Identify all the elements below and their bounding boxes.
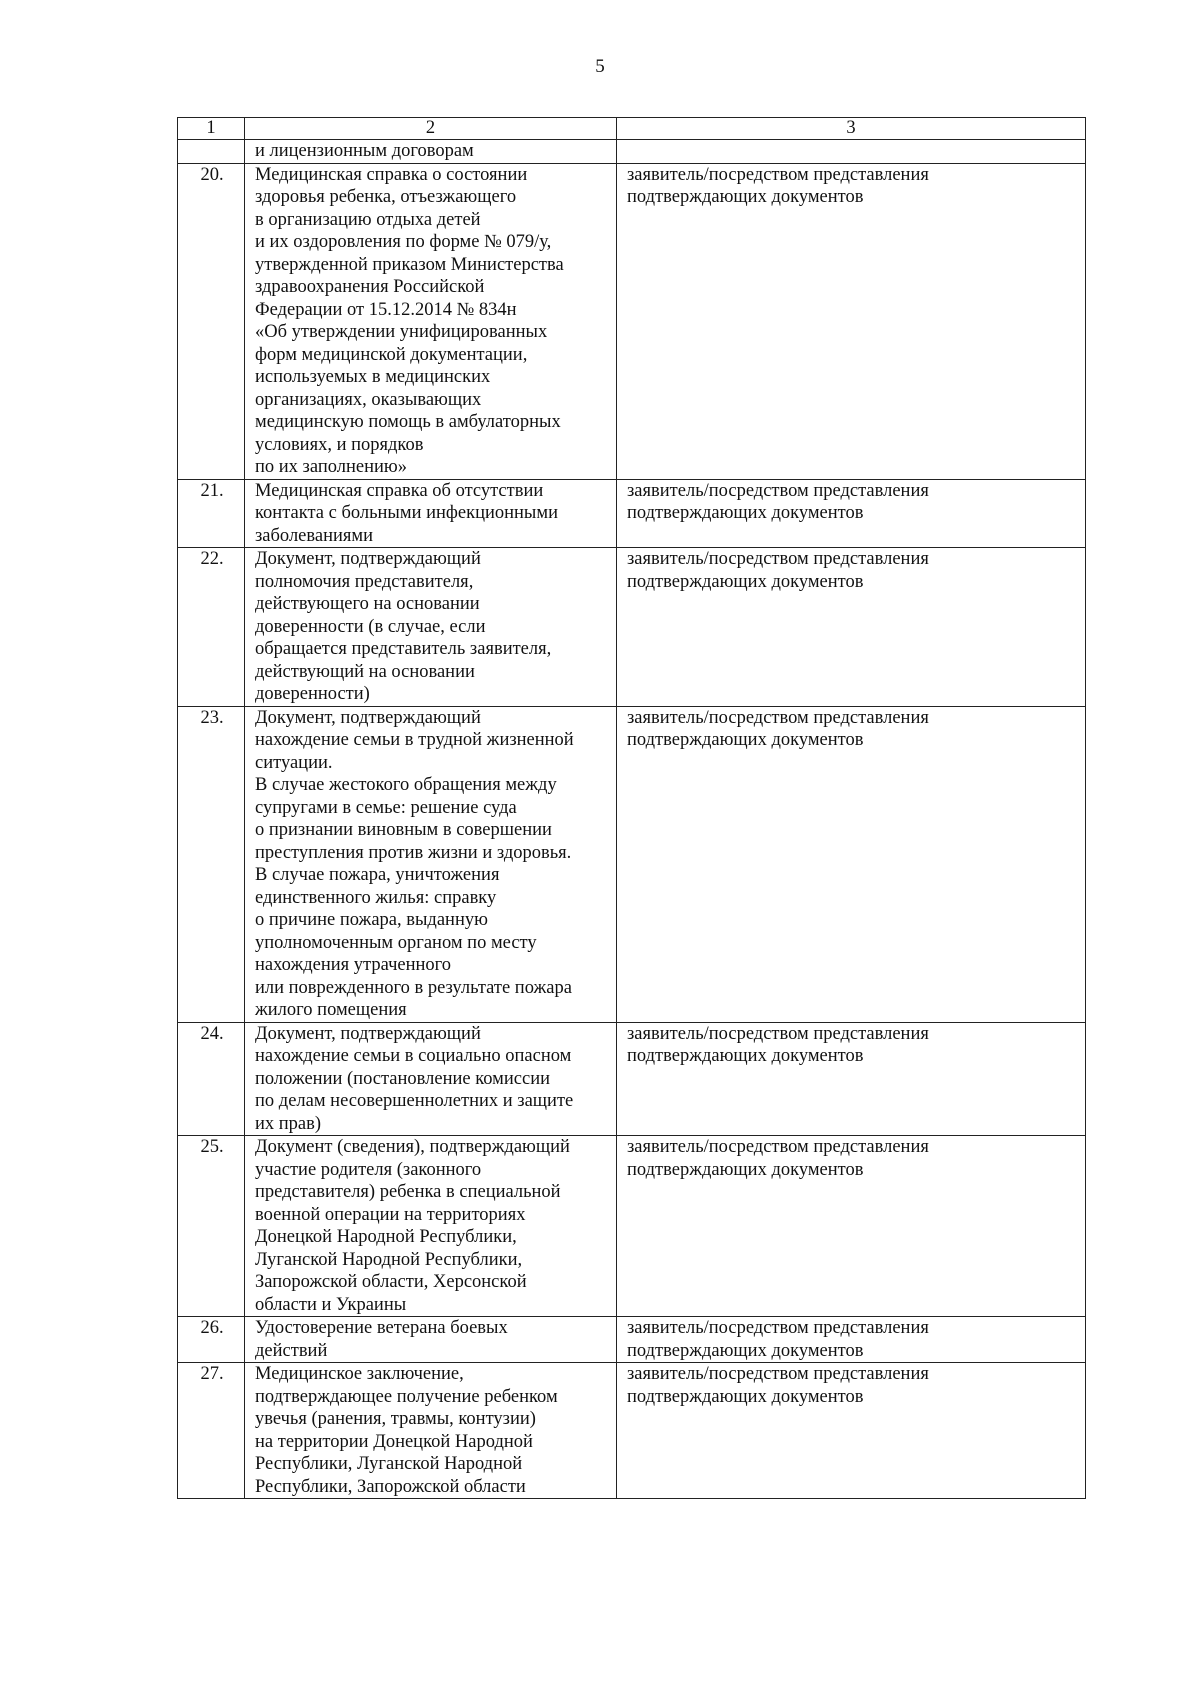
document-description: Документ, подтверждающий нахождение семьи в социально опасном положении (постановление комиссии по делам несовершеннолетних и защите их прав)	[245, 1022, 617, 1136]
row-number	[178, 140, 245, 164]
row-number: 26.	[178, 1317, 245, 1363]
document-source: заявитель/посредством представления подтверждающих документов	[617, 1317, 1086, 1363]
document-description: Документ (сведения), подтверждающий участие родителя (законного представителя) ребенка в специальной военной операции на территориях Донецкой Народной Республики, Луганской Народной Республики, Запорожской области, Херсонской области и Украины	[245, 1136, 617, 1317]
table-row-continuation	[178, 140, 1086, 164]
documents-table	[177, 117, 1086, 1499]
table-row	[178, 479, 1086, 548]
row-number: 22.	[178, 548, 245, 707]
document-source: заявитель/посредством представления подтверждающих документов	[617, 479, 1086, 548]
table-row	[178, 1317, 1086, 1363]
document-description: и лицензионным договорам	[245, 140, 617, 164]
document-source	[617, 140, 1086, 164]
row-number: 20.	[178, 163, 245, 479]
table-row	[178, 1136, 1086, 1317]
column-header-1: 1	[178, 118, 245, 140]
page-number: 5	[595, 56, 605, 77]
table-row	[178, 163, 1086, 479]
document-source: заявитель/посредством представления подтверждающих документов	[617, 1363, 1086, 1499]
column-header-3: 3	[617, 118, 1086, 140]
document-description: Медицинская справка о состоянии здоровья ребенка, отъезжающего в организацию отдыха детей и их оздоровления по форме № 079/у, утвержденной приказом Министерства здравоохранения Российской Федерации от 15.12.2014 № 834н «Об утверждении унифицированных форм медицинской документации, используемых в медицинских организациях, оказывающих медицинскую помощь в амбулаторных условиях, и порядков по их заполнению»	[245, 163, 617, 479]
column-header-2: 2	[245, 118, 617, 140]
row-number: 25.	[178, 1136, 245, 1317]
table-row	[178, 1363, 1086, 1499]
document-description: Медицинская справка об отсутствии контакта с больными инфекционными заболеваниями	[245, 479, 617, 548]
document-description: Документ, подтверждающий полномочия представителя, действующего на основании доверенности (в случае, если обращается представитель заявителя, действующий на основании доверенности)	[245, 548, 617, 707]
document-description: Медицинское заключение, подтверждающее получение ребенком увечья (ранения, травмы, контузии) на территории Донецкой Народной Республики, Луганской Народной Республики, Запорожской области	[245, 1363, 617, 1499]
document-source: заявитель/посредством представления подтверждающих документов	[617, 548, 1086, 707]
document-source: заявитель/посредством представления подтверждающих документов	[617, 1136, 1086, 1317]
document-source: заявитель/посредством представления подтверждающих документов	[617, 163, 1086, 479]
table-row	[178, 1022, 1086, 1136]
row-number: 23.	[178, 706, 245, 1022]
row-number: 27.	[178, 1363, 245, 1499]
document-description: Удостоверение ветерана боевых действий	[245, 1317, 617, 1363]
document-description: Документ, подтверждающий нахождение семьи в трудной жизненной ситуации. В случае жестокого обращения между супругами в семье: решение суда о признании виновным в совершении преступления против жизни и здоровья. В случае пожара, уничтожения единственного жилья: справку о причине пожара, выданную уполномоченным органом по месту нахождения утраченного или поврежденного в результате пожара жилого помещения	[245, 706, 617, 1022]
row-number: 24.	[178, 1022, 245, 1136]
table-row	[178, 706, 1086, 1022]
document-source: заявитель/посредством представления подтверждающих документов	[617, 706, 1086, 1022]
table-row	[178, 548, 1086, 707]
table-header-row	[178, 118, 1086, 140]
document-source: заявитель/посредством представления подтверждающих документов	[617, 1022, 1086, 1136]
row-number: 21.	[178, 479, 245, 548]
